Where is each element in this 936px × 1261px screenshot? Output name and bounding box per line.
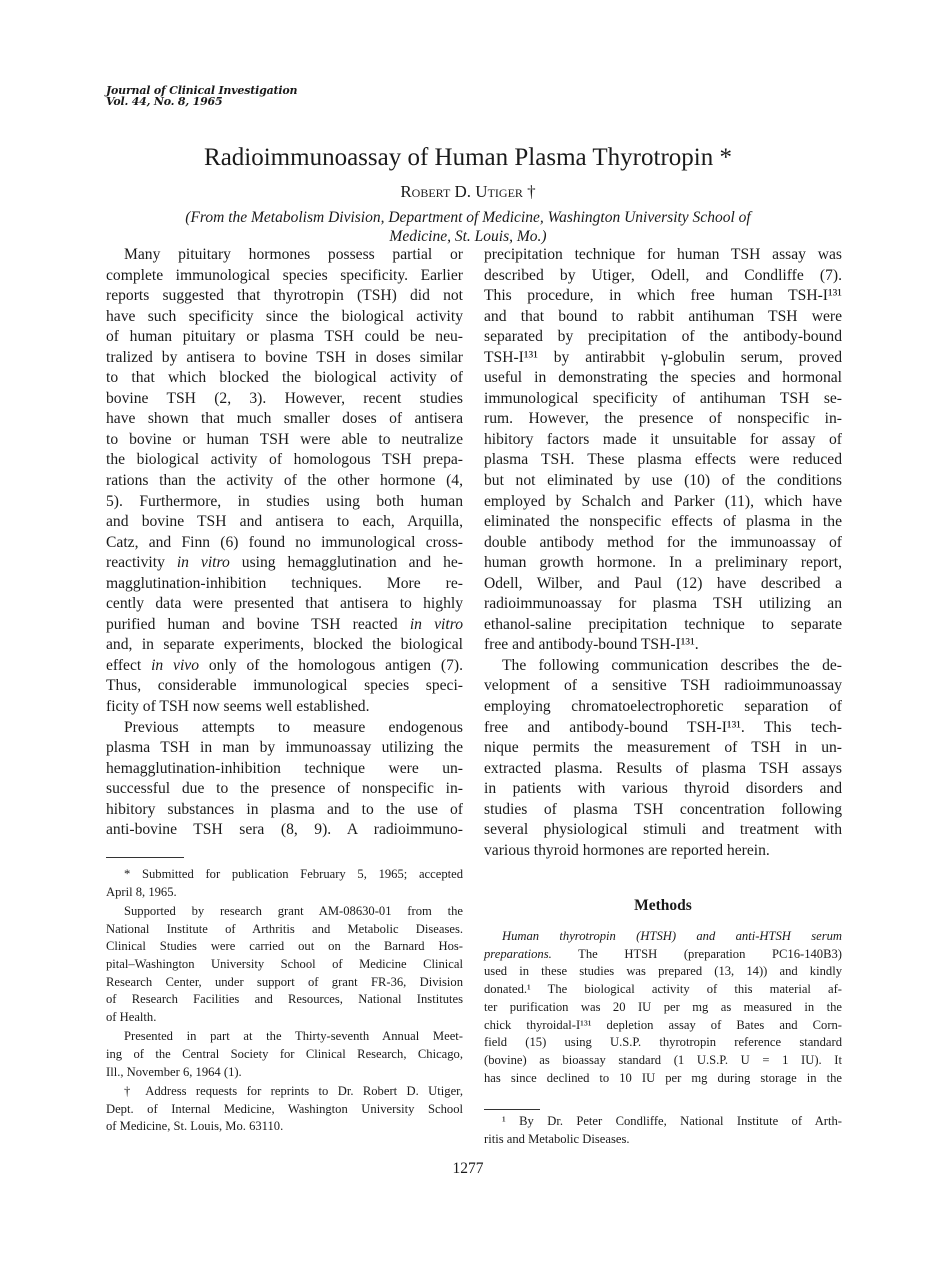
text-line: rum. However, the presence of nonspecific in- [484,410,842,428]
article-title: Radioimmunoassay of Human Plasma Thyrotropin * [204,144,732,171]
left-column-body [106,245,463,841]
text-line: have such specificity since the biological activity [106,307,463,325]
paragraph [106,866,463,901]
text-line: Many pituitary hormones possess partial or [124,246,463,263]
italic-text-segment: preparations. [484,946,552,961]
right-column-footnotes [484,1113,842,1148]
text-line: extracted plasma. Results of plasma TSH assays [484,759,842,777]
text-line: field (15) using U.S.P. thyrotropin reference standard [484,1035,842,1050]
text-line: ing of the Central Society for Clinical Research, Chicago, [106,1047,463,1062]
affiliation-line: (From the Metabolism Division, Department of Medicine, Washington University School of [185,209,751,226]
text-line: used in these studies was prepared (13, 14)) and kindly [484,964,842,979]
text-line: hibitory factors made it unsuitable for assay of [484,430,842,448]
text-segment: reactivity [106,554,177,572]
text-segment: only of the homologous antigen (7). [199,656,464,674]
text-line: double antibody method for the immunoassay of [484,533,842,551]
text-line: of Medicine, St. Louis, Mo. 63110. [106,1119,284,1134]
paragraph [106,903,463,1027]
text-line: employing chromatoelectrophoretic separation of [484,698,842,716]
text-line: ¹ By Dr. Peter Condliffe, National Institute of Arth- [502,1114,842,1128]
footnote-divider [484,1109,540,1110]
text-line: The following communication describes the de- [502,656,842,674]
text-line: cently data were presented that antisera to highly [106,595,463,613]
text-line: Previous attempts to measure endogenous [124,718,463,736]
italic-text-segment: Human thyrotropin (HTSH) and anti-HTSH serum [502,929,842,943]
text-line: TSH-I¹³¹ by antirabbit γ-globulin serum, proved [484,348,842,366]
text-line: useful in demonstrating the species and hormonal [484,369,842,387]
text-line: several physiological stimuli and treatment with [484,821,842,839]
text-line: but not eliminated by use (10) of the conditions [484,472,842,490]
text-segment: effect [106,656,152,674]
text-line: and, in separate experiments, blocked the biological [106,636,463,654]
journal-volume: Vol. 44, No. 8, 1965 [106,95,223,108]
paragraph [484,928,842,1087]
text-line [484,946,842,964]
paragraph [484,656,842,861]
text-line: eliminated the nonspecific effects of plasma in the [484,513,842,531]
paragraph [484,245,842,656]
text-line: pital–Washington University School of Medicine Clinical [106,957,463,972]
text-line: to bovine or human TSH were able to neutralize [106,430,463,448]
footnote-divider [106,857,184,858]
text-line: described by Utiger, Odell, and Condliffe (7). [484,266,842,284]
author-name: Robert D. Utiger † [400,182,536,201]
text-line: anti-bovine TSH sera (8, 9). A radioimmuno- [106,821,463,839]
paragraph [106,1028,463,1081]
section-heading-methods: Methods [634,897,692,914]
text-line: various thyroid hormones are reported herein. [484,841,770,859]
text-line [484,928,842,946]
text-line: donated.¹ The biological activity of this material af- [484,982,842,997]
text-line: Catz, and Finn (6) found no immunological cross- [106,533,463,551]
text-line: National Institute of Arthritis and Metabolic Diseases. [106,921,463,936]
text-line: Ill., November 6, 1964 (1). [106,1064,242,1079]
text-line: (bovine) as bioassay standard (1 U.S.P. U = 1 IU). It [484,1052,842,1067]
text-line: to that which blocked the biological activity of [106,369,463,387]
text-line: free and antibody-bound TSH-I¹³¹. [484,636,699,654]
text-line: tralized by antisera to bovine TSH in doses similar [106,348,463,366]
text-line: magglutination-inhibition techniques. More re- [106,574,463,592]
text-line [106,656,463,677]
text-line: † Address requests for reprints to Dr. Robert D. Utiger, [124,1083,463,1098]
text-line: have shown that much smaller doses of antisera [106,410,463,428]
affiliation [180,208,756,246]
text-line: human growth hormone. In a preliminary report, [484,554,842,572]
text-line: rations than the activity of the other hormone (4, [106,472,463,490]
text-line: ritis and Metabolic Diseases. [484,1131,630,1146]
text-line: Research Center, under support of grant FR-36, Division [106,974,463,989]
text-line: hemagglutination-inhibition technique were un- [106,759,463,777]
text-line: This procedure, in which free human TSH-I¹³¹ [484,287,842,305]
text-line: Odell, Wilber, and Paul (12) have described a [484,574,842,592]
italic-text-segment: in vivo [151,656,200,674]
text-line: ficity of TSH now seems well established. [106,698,370,716]
text-line: ter purification was 20 IU per mg as measured in the [484,999,842,1014]
text-line [106,553,463,574]
text-line: separated by precipitation of the antibody-bound [484,328,842,346]
text-line: and bovine TSH and antisera to each, Arquilla, [106,513,463,531]
text-line: radioimmunoassay for plasma TSH utilizing an [484,595,842,613]
text-line: and that bound to rabbit antihuman TSH were [484,307,842,325]
affiliation-line: Medicine, St. Louis, Mo.) [389,228,547,245]
text-line: hibitory substances in plasma and to the use of [106,800,463,818]
text-line: ethanol-saline precipitation technique to separate [484,615,842,633]
paragraph [106,1083,463,1136]
text-line [106,615,463,636]
right-column-body [484,245,842,861]
text-line: precipitation technique for human TSH assay was [484,246,842,263]
text-line: free and antibody-bound TSH-I¹³¹. This tech- [484,718,842,736]
text-line: the biological activity of homologous TSH prepa- [106,451,463,469]
text-line: Clinical Studies were carried out on the Barnard Hos- [106,939,463,954]
methods-text [484,928,842,1087]
text-line: Dept. of Internal Medicine, Washington University School [106,1101,463,1116]
text-line: of Research Facilities and Resources, National Institutes [106,992,463,1007]
text-line: complete immunological species specificity. Earlier [106,266,463,284]
text-line: immunological specificity of antihuman TSH se- [484,389,842,407]
text-line: successful due to the presence of nonspecific in- [106,780,463,798]
journal-citation [106,85,297,107]
text-segment: using hemagglutination and he- [229,554,463,572]
text-line: Thus, considerable immunological species speci- [106,677,463,695]
text-line: of Health. [106,1010,157,1025]
text-line: 5). Furthermore, in studies using both human [106,492,463,510]
text-line: of human pituitary or plasma TSH could be neu- [106,328,463,346]
left-column-footnotes [106,866,463,1136]
text-line: nique permits the measurement of TSH in un- [484,739,842,757]
paragraph [106,245,463,718]
text-line: Supported by research grant AM-08630-01 from the [124,903,463,918]
text-line: bovine TSH (2, 3). However, recent studies [106,389,463,407]
text-line: in patients with various thyroid disorders and [484,780,842,798]
text-line: * Submitted for publication February 5, 1965; accepted [124,867,463,881]
italic-text-segment: in vitro [176,554,230,572]
text-line: plasma TSH. These plasma effects were reduced [484,451,842,469]
paragraph [484,1113,842,1148]
text-line: April 8, 1965. [106,884,177,899]
paragraph [106,718,463,841]
text-line: chick thyroidal-I¹³¹ depletion assay of Bates and Corn- [484,1017,842,1032]
text-line: Presented in part at the Thirty-seventh Annual Meet- [124,1029,463,1044]
text-line: employed by Schalch and Parker (11), which have [484,492,842,510]
text-segment: The HTSH (preparation PC16-140B3) [551,946,842,961]
journal-name: Journal of Clinical Investigation [106,84,298,97]
text-line: reports suggested that thyrotropin (TSH) did not [106,287,463,305]
text-line: plasma TSH in man by immunoassay utilizing the [106,739,463,757]
italic-text-segment: in vitro [409,615,463,633]
text-line: velopment of a sensitive TSH radioimmunoassay [484,677,842,695]
text-segment: purified human and bovine TSH reacted [106,615,410,633]
text-line: studies of plasma TSH concentration following [484,800,842,818]
text-line: has since declined to 10 IU per mg during storage in the [484,1070,842,1085]
page-number: 1277 [452,1160,484,1177]
